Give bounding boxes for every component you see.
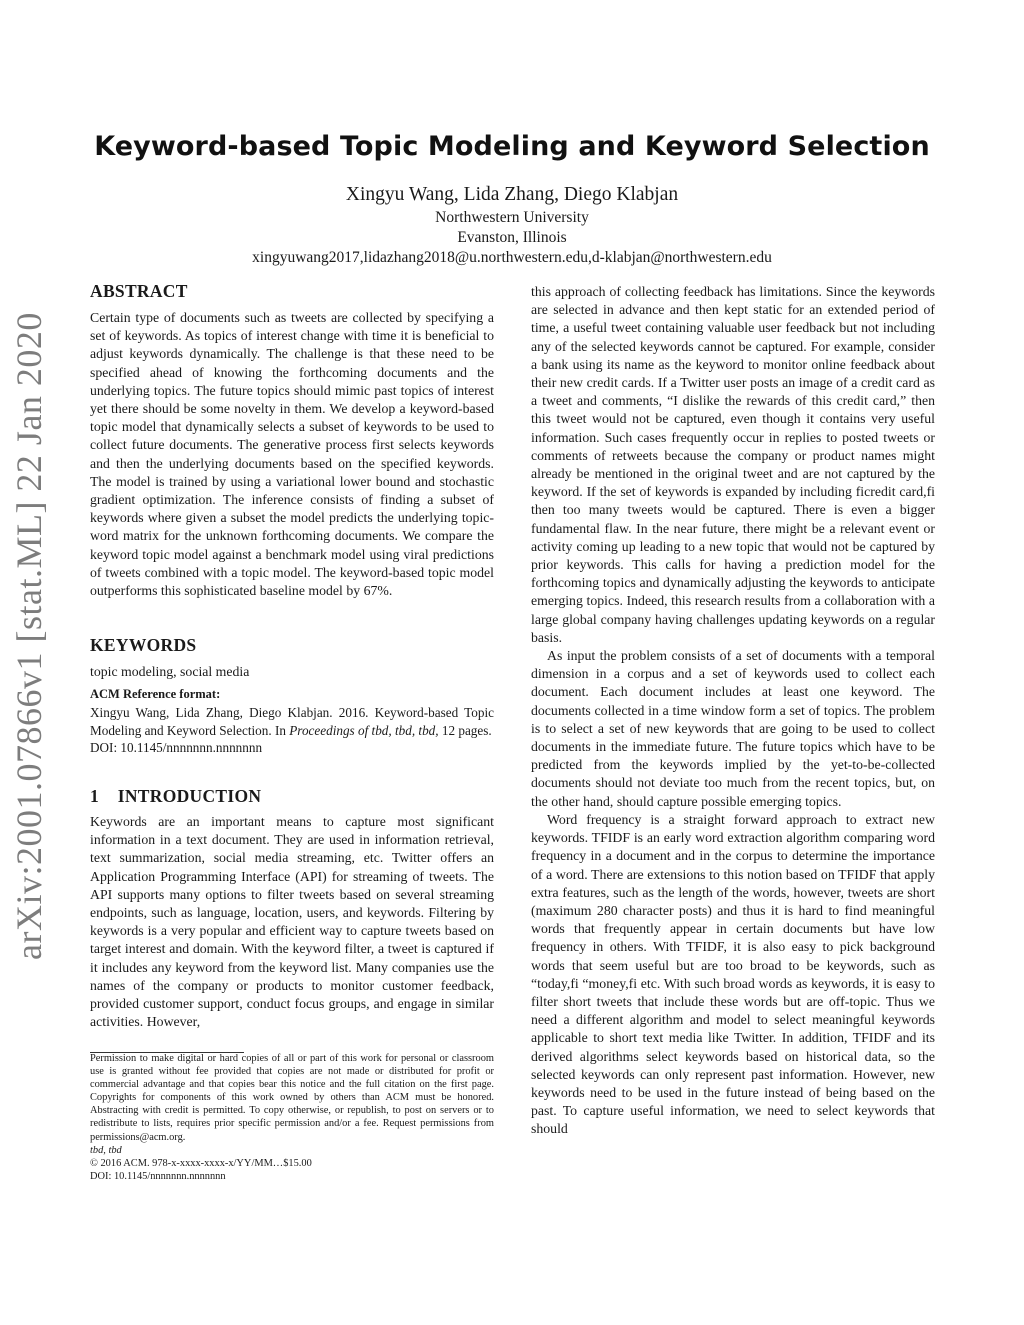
introduction-paragraph: Keywords are an important means to capture most significant information in a text document. They are used in information retrieval, text summarization, social media streaming, etc. Twitter offers an Application Programming Interface (API) for streaming of tweets. The API supports many options to filter tweets based on several streaming endpoints, such as language, location, users, and keywords. Filtering by keywords is a very popular and efficient way to capture tweets based on target interest and domain. With the keyword filter, a tweet is captured if it includes any keyword from the keyword list. Many companies use the names of the company or products to monitor customer feedback, provided customer support, conduct focus groups, and engage in similar activities. However, [90,814,494,1030]
right-column-text [531,283,935,1139]
introduction-heading: 1 INTRODUCTION [90,786,262,806]
permission-notice: Permission to make digital or hard copies of all or part of this work for personal or classroom use is granted without fee provided that copies are not made or distributed for profit or commercial advantage and that copies bear this notice and the full citation on the first page. Copyrights for components of this work owned by others than ACM must be honored. Abstracting with credit is permitted. To copy otherwise, or republish, to post on servers or to redistribute to lists, requires prior specific permission and/or a fee. Request permissions from permissions@acm.org. [90,1053,494,1143]
abstract-text: Certain type of documents such as tweets are collected by specifying a set of keywords. As topics of interest change with time it is beneficial to adjust keywords dynamically. The challenge is that these need to be specified ahead of knowing the forthcoming documents and the underlying topics. The future topics should mimic past topics of interest yet there should be some novelty in them. We develop a keyword-based topic model that dynamically selects a subset of keywords to be used to collect future documents. The generative process first selects keywords and then the underlying documents based on the specified keywords. The model is trained by using a variational lower bound and stochastic gradient optimization. The inference consists of finding a subset of keywords where given a subset the model predicts the underlying topic-word matrix for the unknown forthcoming documents. We compare the keyword topic model against a benchmark model using viral predictions of tweets combined with a topic model. The keyword-based topic model outperforms this sophisticated baseline model by 67%. [90,310,494,599]
footnote-doi: DOI: 10.1145/nnnnnnn.nnnnnnn [90,1170,226,1182]
body-paragraph: this approach of collecting feedback has limitations. Since the keywords are selected in advance and then kept static for an extended period of time, a useful tweet containing valuable user feedback but not including any of the selected keywords cannot be captured. For example, consider a bank using its name as the keyword to monitor online feedback about their new credit cards. If a Twitter user posts an image of a credit card as a tweet and comments, “I dislike the rewards of this credit card,” then this tweet would not be captured, even though it contains very useful information. Such cases frequently occur in replies to posted tweets or comments of retweets because the company or product names might already be mentioned in the original tweet and are not captured by the keyword. If the set of keywords is expanded by including ficredit card,fi then too many tweets would be captured. There is even a bigger fundamental flaw. In the near future, there might be a relevant event or activity coming up leading to a new topic that would not be captured by prior keywords. This calls for having a prediction model for the forthcoming topics and dynamically adjusting the keywords to anticipate emerging topics. Indeed, this research results from a collaboration with a large global company having challenges updating keywords on a regular basis. [531,284,935,645]
author-list: Xingyu Wang, Lida Zhang, Diego Klabjan [345,184,679,205]
copyright-footnote [90,1050,494,1183]
paper-title: Keyword-based Topic Modeling and Keyword Selection [94,131,930,162]
acm-reference-line: Xingyu Wang, Lida Zhang, Diego Klabjan. 2016. Keyword-based Topic Modeling and Keyword Selection. In [90,705,494,738]
keywords-text: topic modeling, social media [90,664,250,679]
acm-reference-text [90,704,494,739]
author-emails: xingyuwang2017,lidazhang2018@u.northwestern.edu,d-klabjan@northwestern.edu [252,249,772,266]
keywords-heading: KEYWORDS [90,635,197,655]
acm-reference [90,687,494,757]
acm-reference-doi: DOI: 10.1145/nnnnnnn.nnnnnnn [90,740,263,755]
footnote-venue: tbd, tbd [90,1144,122,1156]
introduction-section [90,786,494,1031]
abstract-heading: ABSTRACT [90,281,188,301]
location: Evanston, Illinois [457,229,567,246]
acm-reference-pages: 12 pages. [438,722,492,738]
body-paragraph: As input the problem consists of a set of documents with a temporal dimension in a corpus and a set of keywords used to collect each document. Each document includes at least one keyword. The documents collected in a time window form a set of topics. The problem is to select a set of new keywords that are going to be used to collect documents in the immediate future. The future topics which have to be predicted from the keywords implied by the yet-to-be-collected documents should not deviate too much from the recent topics, but, on the other hand, should capture possible emerging topics. [531,648,935,809]
body-paragraph: Word frequency is a straight forward approach to extract new keywords. TFIDF is an early word extraction algorithm comparing word frequency in a document and in the corpus to determine the importance of a word. There are extensions to this notion based on TFIDF that apply extra features, such as the length of the words, however, tweets are short (maximum 280 character posts) and thus it is hard to find meaningful words that frequently appear in certain documents but have low frequency in others. With TFIDF, it is also easy to pick background words that seem useful but are too broad to be keywords, such as “today,fi “money,fi etc. With such broad words as keywords, it is easy to filter short tweets that include these words but are off-topic. Thus we need a different algorithm and model to select meaningful keywords applicable to short text media like Twitter. In addition, TFIDF and its derived algorithms select keywords based on historical data, so the selected keywords can only represent past information. However, new keywords need to be used in the future instead of being based on the past. To capture useful information, we need to select keywords that should [531,811,935,1137]
abstract-section [90,281,494,600]
arxiv-identifier: arXiv:2001.07866v1 [stat.ML] 22 Jan 2020 [9,312,49,960]
affiliation: Northwestern University [435,209,589,226]
acm-reference-venue: Proceedings of tbd, tbd, tbd, [289,722,439,738]
keywords-section [90,635,494,681]
footnote-copyright: © 2016 ACM. 978-x-xxxx-xxxx-x/YY/MM…$15.00 [90,1157,312,1169]
acm-reference-label: ACM Reference format: [90,687,221,701]
